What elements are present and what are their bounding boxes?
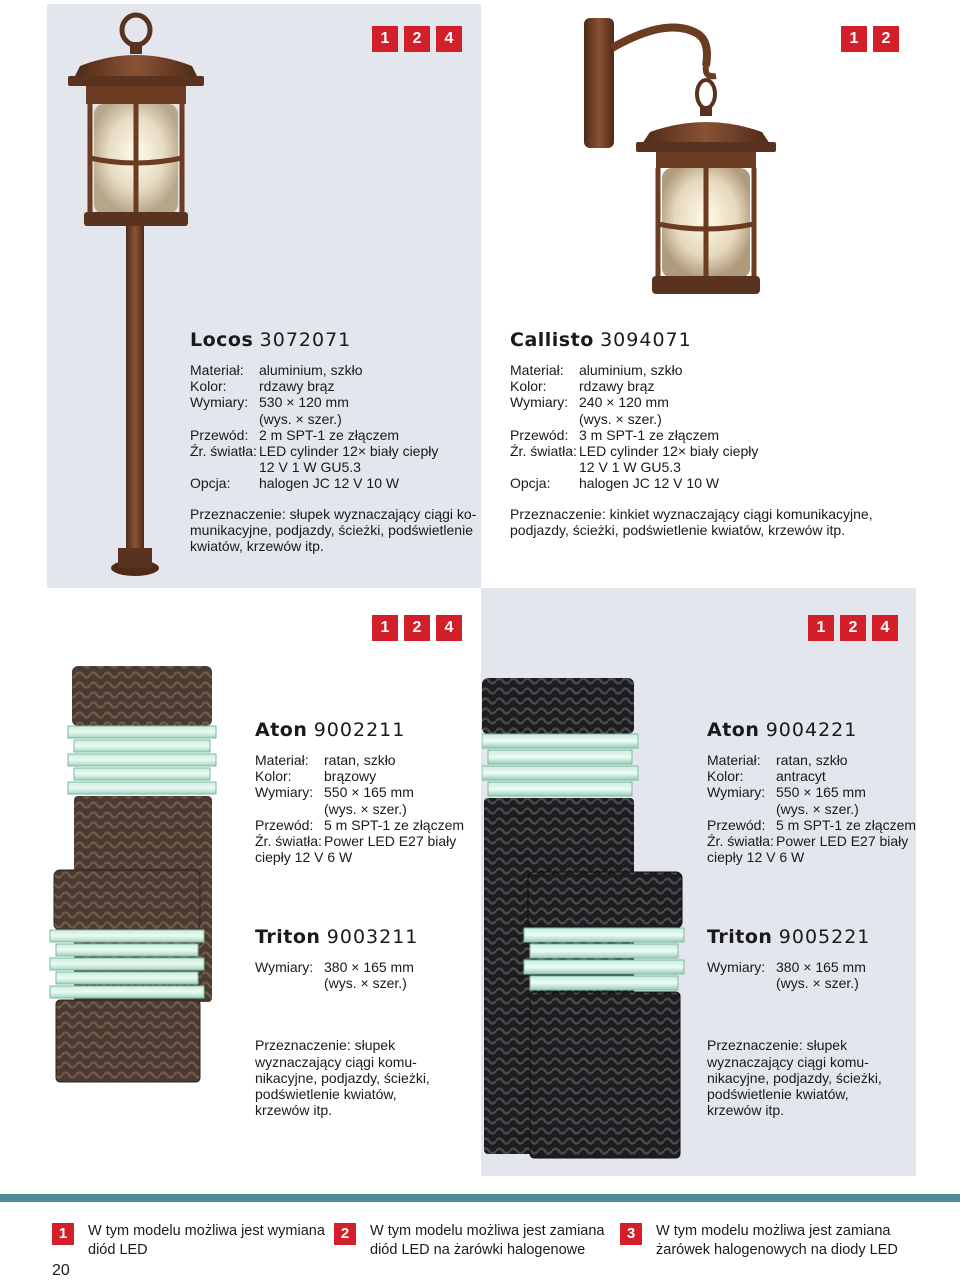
spec-key: Przewód: bbox=[510, 426, 569, 443]
aton1-rattan-lamps-image bbox=[48, 660, 248, 1084]
footnote-line: diód LED na żarówki halogenowe bbox=[370, 1242, 586, 1258]
footnote-number: 3 bbox=[620, 1223, 642, 1245]
spec-key: Źr. światła: bbox=[255, 833, 322, 850]
spec-value: rdzawy brąz bbox=[579, 378, 655, 395]
spec-value: 5 m SPT-1 ze złączem bbox=[324, 816, 465, 833]
footer-divider bbox=[0, 1194, 960, 1202]
product-title bbox=[510, 328, 873, 352]
product-name: Locos bbox=[190, 329, 254, 351]
locos-badges bbox=[372, 26, 462, 52]
spec-key: Kolor: bbox=[510, 378, 547, 395]
spec-value: brązowy bbox=[324, 768, 377, 785]
aton1-description bbox=[255, 718, 464, 865]
spec-list bbox=[707, 959, 882, 991]
callisto-description bbox=[510, 328, 873, 538]
spec-value: 12 V 1 W GU5.3 bbox=[259, 459, 361, 476]
spec-key: Wymiary: bbox=[707, 784, 766, 801]
spec-key: Wymiary: bbox=[707, 959, 766, 975]
spec-key: Przewód: bbox=[190, 426, 249, 443]
spec-key: Wymiary: bbox=[190, 394, 249, 411]
product-code: 9004221 bbox=[765, 719, 858, 741]
purpose-line: wyznaczający ciągi komu- bbox=[707, 1053, 869, 1070]
spec-key bbox=[190, 411, 257, 427]
footnote-line: W tym modelu możliwa jest zamiana bbox=[656, 1223, 891, 1239]
spec-key: Materiał: bbox=[707, 752, 761, 768]
purpose-line: Przeznaczenie: kinkiet wyznaczający ciągi komunikacyjne, bbox=[510, 505, 873, 522]
spec-value: ratan, szkło bbox=[324, 752, 396, 768]
spec-value: antracyt bbox=[776, 768, 826, 785]
spec-value: (wys. × szer.) bbox=[259, 410, 342, 427]
callisto-badges bbox=[841, 26, 899, 52]
purpose-line: Przeznaczenie: słupek bbox=[255, 1037, 396, 1054]
footnote-number: 1 bbox=[52, 1223, 74, 1245]
footnote-2 bbox=[334, 1222, 605, 1260]
spec-value: 2 m SPT-1 ze złączem bbox=[259, 426, 400, 443]
footnote-number: 2 bbox=[334, 1223, 356, 1245]
badge: 4 bbox=[872, 615, 898, 641]
purpose-line: nikacyjne, podjazdy, ścieżki, bbox=[707, 1069, 882, 1086]
footnote-text bbox=[656, 1222, 898, 1260]
spec-value: aluminium, szkło bbox=[259, 362, 363, 378]
purpose-line: Przeznaczenie: słupek bbox=[707, 1037, 848, 1054]
spec-value: halogen JC 12 V 10 W bbox=[579, 475, 720, 492]
product-title bbox=[707, 718, 916, 742]
spec-value: halogen JC 12 V 10 W bbox=[259, 475, 400, 492]
product-title bbox=[255, 925, 430, 949]
spec-key: Materiał: bbox=[190, 362, 244, 378]
spec-key bbox=[510, 411, 577, 427]
spec-key: Kolor: bbox=[255, 768, 292, 785]
spec-key: Źr. światła: bbox=[707, 833, 774, 850]
spec-key bbox=[255, 801, 322, 817]
spec-key bbox=[190, 459, 257, 475]
footnote-line: W tym modelu możliwa jest zamiana bbox=[370, 1223, 605, 1239]
page-number: 20 bbox=[52, 1262, 70, 1279]
spec-value: rdzawy brąz bbox=[259, 378, 335, 395]
spec-value: 380 × 165 mm bbox=[324, 959, 414, 975]
footnote-text bbox=[88, 1222, 325, 1260]
aton1-badges bbox=[372, 615, 462, 641]
spec-key bbox=[707, 975, 774, 991]
product-code: 9005221 bbox=[778, 926, 871, 948]
purpose-line: krzewów itp. bbox=[707, 1102, 785, 1119]
locos-description bbox=[190, 328, 476, 554]
spec-key bbox=[255, 975, 322, 991]
product-code: 3072071 bbox=[259, 329, 352, 351]
purpose-line: podświetlenie kwiatów, bbox=[255, 1086, 397, 1103]
badge: 2 bbox=[873, 26, 899, 52]
spec-key: Opcja: bbox=[510, 475, 551, 492]
spec-list bbox=[510, 362, 873, 492]
callisto-lamp-image bbox=[578, 14, 788, 314]
aton2-badges bbox=[808, 615, 898, 641]
product-title bbox=[707, 925, 882, 949]
spec-key: Przewód: bbox=[707, 816, 766, 833]
spec-key: Opcja: bbox=[190, 475, 231, 492]
triton2-description bbox=[707, 925, 882, 1118]
spec-key: Materiał: bbox=[510, 362, 564, 378]
spec-value: 5 m SPT-1 ze złączem bbox=[776, 816, 917, 833]
footnote-line: diód LED bbox=[88, 1242, 148, 1258]
spec-key bbox=[707, 801, 774, 817]
spec-key: Przewód: bbox=[255, 816, 314, 833]
badge: 2 bbox=[404, 26, 430, 52]
purpose-text bbox=[190, 506, 476, 555]
badge: 4 bbox=[436, 615, 462, 641]
purpose-line: munikacyjne, podjazdy, ścieżki, podświetlenie bbox=[190, 521, 473, 538]
product-code: 9003211 bbox=[326, 926, 419, 948]
spec-key: Źr. światła: bbox=[510, 443, 577, 460]
spec-value: (wys. × szer.) bbox=[324, 800, 407, 817]
footnote-text bbox=[370, 1222, 605, 1260]
spec-key: Źr. światła: bbox=[190, 443, 257, 460]
spec-value: (wys. × szer.) bbox=[776, 975, 859, 992]
spec-value: (wys. × szer.) bbox=[776, 800, 859, 817]
spec-value: 240 × 120 mm bbox=[579, 394, 669, 411]
footnote-line: żarówek halogenowych na diody LED bbox=[656, 1242, 898, 1258]
spec-value: LED cylinder 12× biały ciepły bbox=[259, 443, 439, 460]
spec-value: Power LED E27 biały bbox=[776, 833, 909, 850]
purpose-text bbox=[707, 1037, 882, 1118]
footnote-3 bbox=[620, 1222, 898, 1260]
spec-value: Power LED E27 biały bbox=[324, 833, 457, 850]
spec-list bbox=[707, 752, 916, 849]
spec-value: 380 × 165 mm bbox=[776, 959, 866, 975]
spec-value: 550 × 165 mm bbox=[776, 784, 866, 801]
spec-value: LED cylinder 12× biały ciepły bbox=[579, 443, 759, 460]
footnote-line: W tym modelu możliwa jest wymiana bbox=[88, 1223, 325, 1239]
spec-value: 530 × 120 mm bbox=[259, 394, 349, 411]
product-title bbox=[255, 718, 464, 742]
aton2-description bbox=[707, 718, 916, 865]
product-name: Triton bbox=[255, 926, 321, 948]
spec-key: Wymiary: bbox=[255, 784, 314, 801]
badge: 1 bbox=[372, 615, 398, 641]
purpose-line: wyznaczający ciągi komu- bbox=[255, 1053, 417, 1070]
spec-extra: ciepły 12 V 6 W bbox=[707, 849, 805, 866]
product-name: Triton bbox=[707, 926, 773, 948]
product-title bbox=[190, 328, 476, 352]
product-name: Aton bbox=[707, 719, 760, 741]
spec-value: 3 m SPT-1 ze złączem bbox=[579, 426, 720, 443]
badge: 2 bbox=[840, 615, 866, 641]
spec-extra: ciepły 12 V 6 W bbox=[255, 849, 353, 866]
purpose-line: kwiatów, krzewów itp. bbox=[190, 538, 324, 555]
purpose-line: nikacyjne, podjazdy, ścieżki, bbox=[255, 1069, 430, 1086]
product-name: Aton bbox=[255, 719, 308, 741]
spec-list bbox=[190, 362, 476, 492]
product-name: Callisto bbox=[510, 329, 594, 351]
purpose-text bbox=[255, 1037, 430, 1118]
aton2-rattan-lamps-image bbox=[482, 676, 692, 1160]
footnote-1 bbox=[52, 1222, 325, 1260]
spec-key: Wymiary: bbox=[255, 959, 314, 975]
spec-value: 12 V 1 W GU5.3 bbox=[579, 459, 681, 476]
spec-value: (wys. × szer.) bbox=[579, 410, 662, 427]
spec-value: 550 × 165 mm bbox=[324, 784, 414, 801]
spec-key: Kolor: bbox=[190, 378, 227, 395]
purpose-line: Przeznaczenie: słupek wyznaczający ciągi ko- bbox=[190, 505, 477, 522]
badge: 1 bbox=[808, 615, 834, 641]
product-code: 9002211 bbox=[313, 719, 406, 741]
badge: 1 bbox=[841, 26, 867, 52]
badge: 4 bbox=[436, 26, 462, 52]
spec-key: Kolor: bbox=[707, 768, 744, 785]
spec-value: aluminium, szkło bbox=[579, 362, 683, 378]
badge: 2 bbox=[404, 615, 430, 641]
spec-value: ratan, szkło bbox=[776, 752, 848, 768]
badge: 1 bbox=[372, 26, 398, 52]
triton1-description bbox=[255, 925, 430, 1118]
spec-key bbox=[510, 459, 577, 475]
spec-value: (wys. × szer.) bbox=[324, 975, 407, 992]
purpose-line: krzewów itp. bbox=[255, 1102, 333, 1119]
spec-list bbox=[255, 959, 430, 991]
spec-list bbox=[255, 752, 464, 849]
product-code: 3094071 bbox=[600, 329, 692, 351]
spec-key: Wymiary: bbox=[510, 394, 569, 411]
purpose-text bbox=[510, 506, 873, 538]
purpose-line: podjazdy, ścieżki, podświetlenie kwiatów, krzewów itp. bbox=[510, 521, 846, 538]
spec-key: Materiał: bbox=[255, 752, 309, 768]
purpose-line: podświetlenie kwiatów, bbox=[707, 1086, 849, 1103]
locos-lamp-image bbox=[60, 8, 210, 580]
